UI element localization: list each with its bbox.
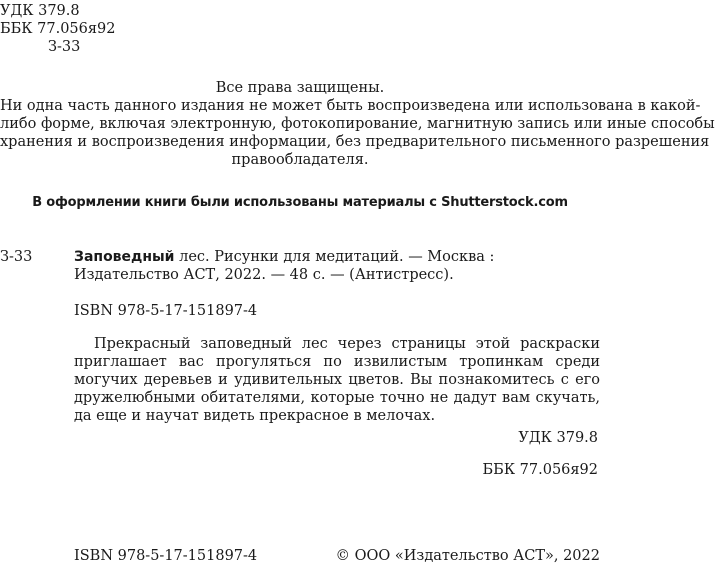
bbk-code-right: ББК 77.056я92 [482, 462, 598, 478]
rights-line: хранения и воспроизведения информации, без предварительного письменного разрешения [0, 134, 710, 150]
udk-code-right: УДК 379.8 [518, 430, 598, 446]
author-code-biblio: З-33 [0, 249, 33, 265]
copyright-notice: © ООО «Издательство АСТ», 2022 [335, 548, 600, 564]
rights-line: правообладателя. [231, 152, 369, 168]
book-title: Заповедный [74, 249, 175, 265]
book-description: лес. Рисунки для медитаций. — Москва : Издательство АСТ, 2022. — 48 с. — (Антистресс). [74, 249, 495, 283]
author-code-top: З-33 [48, 39, 81, 55]
annotation-text: Прекрасный заповедный лес через страницы этой раскраски приглашает вас прогуляться по извилистым тропинкам среди могучих деревьев и удивительных цветов. Вы познакомитесь с его дружелюбными обитателями, которые точно не дадут вам скучать, да еще и научат видеть прекрасное в мелочах. [74, 336, 600, 424]
rights-line: либо форме, включая электронную, фотокопирование, магнитную запись или иные способы [0, 116, 715, 132]
rights-line: Ни одна часть данного издания не может быть воспроизведена или использована в какой- [0, 98, 701, 114]
isbn-biblio: ISBN 978-5-17-151897-4 [74, 303, 258, 319]
bbk-code-top: ББК 77.056я92 [0, 21, 116, 37]
isbn-footer: ISBN 978-5-17-151897-4 [74, 548, 258, 564]
rights-line: Все права защищены. [215, 80, 385, 96]
rights-notice [0, 79, 715, 169]
materials-note: В оформлении книги были использованы материалы с Shutterstock.com [32, 195, 568, 210]
bibliographic-description [74, 248, 600, 284]
udk-code-top: УДК 379.8 [0, 3, 80, 19]
